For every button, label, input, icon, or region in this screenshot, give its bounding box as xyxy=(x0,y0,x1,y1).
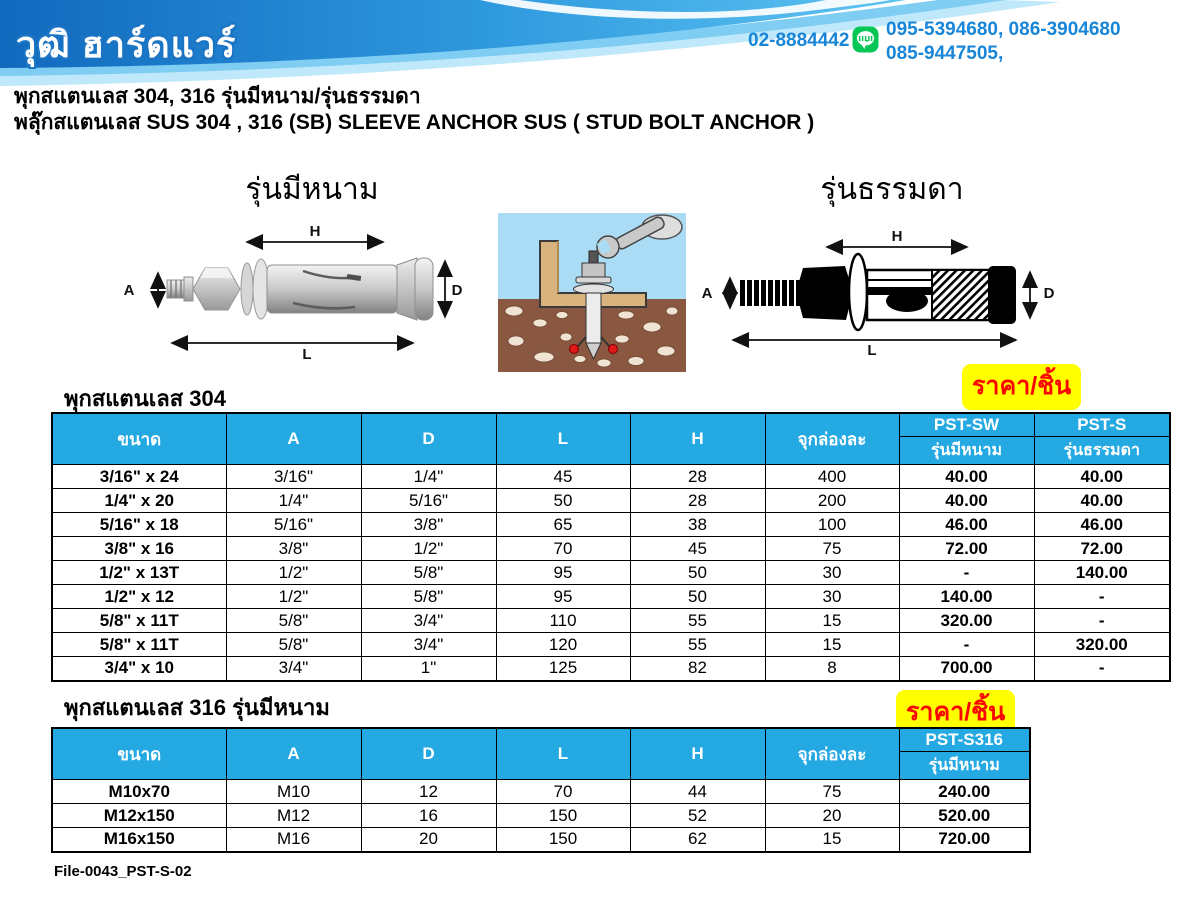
anchor-photo xyxy=(167,258,433,320)
table-cell: 3/8" x 16 xyxy=(52,537,226,561)
table-cell: 40.00 xyxy=(899,465,1034,489)
table-cell: M16x150 xyxy=(52,828,226,852)
table-cell: 5/8" xyxy=(361,585,496,609)
table-cell: 50 xyxy=(630,585,765,609)
table-cell: 1/2" x 12 xyxy=(52,585,226,609)
col-header-l: L xyxy=(496,728,630,780)
table-cell: 30 xyxy=(765,561,899,585)
table-cell: M12 xyxy=(226,804,361,828)
table-cell: 5/8" xyxy=(226,609,361,633)
col-header-h: H xyxy=(630,413,765,465)
table-cell: 95 xyxy=(496,585,630,609)
table-cell: 46.00 xyxy=(899,513,1034,537)
table-cell: 1/2" x 13T xyxy=(52,561,226,585)
table-cell: 70 xyxy=(496,780,630,804)
line-messenger-icon[interactable] xyxy=(852,26,879,53)
table-cell: 1/4" x 20 xyxy=(52,489,226,513)
col-header-h: H xyxy=(630,728,765,780)
table-cell: 12 xyxy=(361,780,496,804)
phone-number[interactable]: 02-8884442 xyxy=(748,30,850,51)
table-cell: 3/4" x 10 xyxy=(52,657,226,681)
table-cell: 3/8" xyxy=(226,537,361,561)
a-dim-label: A xyxy=(123,282,135,299)
table-row xyxy=(52,561,1170,585)
table-cell: - xyxy=(1034,609,1170,633)
table-row xyxy=(52,828,1030,852)
table-cell: 5/16" x 18 xyxy=(52,513,226,537)
table-cell: M10x70 xyxy=(52,780,226,804)
table-cell: 3/4" xyxy=(361,609,496,633)
col-header-d: D xyxy=(361,413,496,465)
title-line2: พลุ๊กสแตนเลส SUS 304 , 316 (SB) SLEEVE ANCHOR SUS ( STUD BOLT ANCHOR ) xyxy=(14,111,815,134)
table-cell: 3/8" xyxy=(361,513,496,537)
d-dim-label: D xyxy=(451,282,463,299)
table-cell: 5/8" xyxy=(226,633,361,657)
table-cell: 20 xyxy=(765,804,899,828)
table-cell: 8 xyxy=(765,657,899,681)
table-cell: M16 xyxy=(226,828,361,852)
table-cell: 5/8" x 11T xyxy=(52,633,226,657)
table-cell: 55 xyxy=(630,609,765,633)
table-row xyxy=(52,780,1030,804)
table-cell: M12x150 xyxy=(52,804,226,828)
file-reference: File-0043_PST-S-02 xyxy=(54,863,192,880)
table-cell: 700.00 xyxy=(899,657,1034,681)
col-header-size: ขนาด xyxy=(52,728,226,780)
table-cell: 44 xyxy=(630,780,765,804)
table-cell: 52 xyxy=(630,804,765,828)
col-header-per-box: จุกล่องละ xyxy=(765,413,899,465)
table-cell: - xyxy=(899,561,1034,585)
l-dim-label: L xyxy=(302,346,312,363)
table-cell: 16 xyxy=(361,804,496,828)
table-cell: 15 xyxy=(765,633,899,657)
section-title-316: พุกสแตนเลส 316 รุ่นมีหนาม xyxy=(64,695,330,720)
table-row xyxy=(52,609,1170,633)
table-cell: 240.00 xyxy=(899,780,1030,804)
table-cell: 45 xyxy=(630,537,765,561)
col-subheader-plain: รุ่นธรรมดา xyxy=(1034,437,1170,465)
title-line1: พุกสแตนเลส 304, 316 รุ่นมีหนาม/รุ่นธรรมดา xyxy=(14,85,421,108)
table-cell: 150 xyxy=(496,828,630,852)
h-dim-label: H xyxy=(309,225,321,240)
table-cell: 1" xyxy=(361,657,496,681)
table-cell: 1/2" xyxy=(226,585,361,609)
table-cell: M10 xyxy=(226,780,361,804)
table-cell: 150 xyxy=(496,804,630,828)
mobile-line2: 085-9447505, xyxy=(886,43,1004,64)
table-cell: 120 xyxy=(496,633,630,657)
col-header-d: D xyxy=(361,728,496,780)
table-cell: - xyxy=(1034,657,1170,681)
mobile-numbers[interactable] xyxy=(886,18,1121,66)
table-cell: 38 xyxy=(630,513,765,537)
table-cell: 40.00 xyxy=(1034,465,1170,489)
table-cell: 400 xyxy=(765,465,899,489)
col-header-pst-sw: PST-SW xyxy=(899,413,1034,437)
col-header-size: ขนาด xyxy=(52,413,226,465)
table-cell: 3/4" xyxy=(226,657,361,681)
table-cell: 320.00 xyxy=(1034,633,1170,657)
table-cell: 82 xyxy=(630,657,765,681)
table-cell: 55 xyxy=(630,633,765,657)
table-cell: 1/2" xyxy=(226,561,361,585)
col-header-per-box: จุกล่องละ xyxy=(765,728,899,780)
table-cell: 72.00 xyxy=(1034,537,1170,561)
table-cell: 75 xyxy=(765,537,899,561)
col-subheader-spiked: รุ่นมีหนาม xyxy=(899,437,1034,465)
table-cell: 50 xyxy=(630,561,765,585)
table-cell: 3/16" x 24 xyxy=(52,465,226,489)
table-cell: 70 xyxy=(496,537,630,561)
table-cell: 28 xyxy=(630,489,765,513)
table-cell: 95 xyxy=(496,561,630,585)
caption-spiked-model: รุ่นมีหนาม xyxy=(245,173,379,206)
figure-spiked-anchor xyxy=(95,225,467,363)
table-cell: 40.00 xyxy=(1034,489,1170,513)
table-cell: - xyxy=(1034,585,1170,609)
table-cell: 140.00 xyxy=(1034,561,1170,585)
caption-plain-model: รุ่นธรรมดา xyxy=(820,173,964,206)
table-cell: 3/16" xyxy=(226,465,361,489)
table-cell: 50 xyxy=(496,489,630,513)
table-cell: 100 xyxy=(765,513,899,537)
table-cell: 46.00 xyxy=(1034,513,1170,537)
table-cell: 45 xyxy=(496,465,630,489)
table-row xyxy=(52,585,1170,609)
table-cell: 5/16" xyxy=(226,513,361,537)
table-cell: 30 xyxy=(765,585,899,609)
price-per-piece-badge: ราคา/ชิ้น xyxy=(896,690,1015,736)
table-cell: 75 xyxy=(765,780,899,804)
table-row xyxy=(52,489,1170,513)
col-header-a: A xyxy=(226,728,361,780)
table-cell: 62 xyxy=(630,828,765,852)
table-row xyxy=(52,804,1030,828)
table-cell: 1/4" xyxy=(226,489,361,513)
table-cell: 40.00 xyxy=(899,489,1034,513)
table-row xyxy=(52,657,1170,681)
table-cell: 5/16" xyxy=(361,489,496,513)
figure-plain-anchor xyxy=(700,228,1060,360)
col-header-pst-s: PST-S xyxy=(1034,413,1170,437)
l-dim-label: L xyxy=(867,342,877,359)
table-row xyxy=(52,465,1170,489)
table-header-row xyxy=(52,728,1030,752)
section-title-304: พุกสแตนเลส 304 xyxy=(64,386,227,411)
table-cell: 200 xyxy=(765,489,899,513)
table-cell: - xyxy=(899,633,1034,657)
table-cell: 15 xyxy=(765,609,899,633)
table-header-row xyxy=(52,413,1170,437)
table-row xyxy=(52,537,1170,561)
table-cell: 1/2" xyxy=(361,537,496,561)
table-cell: 520.00 xyxy=(899,804,1030,828)
a-dim-label: A xyxy=(701,285,713,302)
mobile-line1: 095-5394680, 086-3904680 xyxy=(886,19,1121,40)
table-cell: 3/4" xyxy=(361,633,496,657)
col-header-pst-s316: PST-S316 xyxy=(899,728,1030,752)
table-row xyxy=(52,513,1170,537)
table-cell: 15 xyxy=(765,828,899,852)
h-dim-label: H xyxy=(891,228,903,245)
table-cell: 5/8" x 11T xyxy=(52,609,226,633)
col-header-a: A xyxy=(226,413,361,465)
company-logo: วุฒิ ฮาร์ดแวร์ xyxy=(16,24,237,65)
figure-installation-illustration xyxy=(496,211,688,374)
table-cell: 5/8" xyxy=(361,561,496,585)
table-row xyxy=(52,633,1170,657)
price-per-piece-badge: ราคา/ชิ้น xyxy=(962,364,1081,410)
table-cell: 720.00 xyxy=(899,828,1030,852)
col-subheader-spiked: รุ่นมีหนาม xyxy=(899,752,1030,780)
col-header-l: L xyxy=(496,413,630,465)
document-title xyxy=(14,84,814,136)
table-cell: 72.00 xyxy=(899,537,1034,561)
table-cell: 125 xyxy=(496,657,630,681)
table-cell: 320.00 xyxy=(899,609,1034,633)
table-316 xyxy=(51,727,1031,853)
anchor-drawing xyxy=(740,254,1016,330)
table-cell: 110 xyxy=(496,609,630,633)
table-cell: 1/4" xyxy=(361,465,496,489)
table-cell: 65 xyxy=(496,513,630,537)
table-cell: 28 xyxy=(630,465,765,489)
d-dim-label: D xyxy=(1043,285,1055,302)
table-cell: 140.00 xyxy=(899,585,1034,609)
table-cell: 20 xyxy=(361,828,496,852)
table-304 xyxy=(51,412,1171,682)
